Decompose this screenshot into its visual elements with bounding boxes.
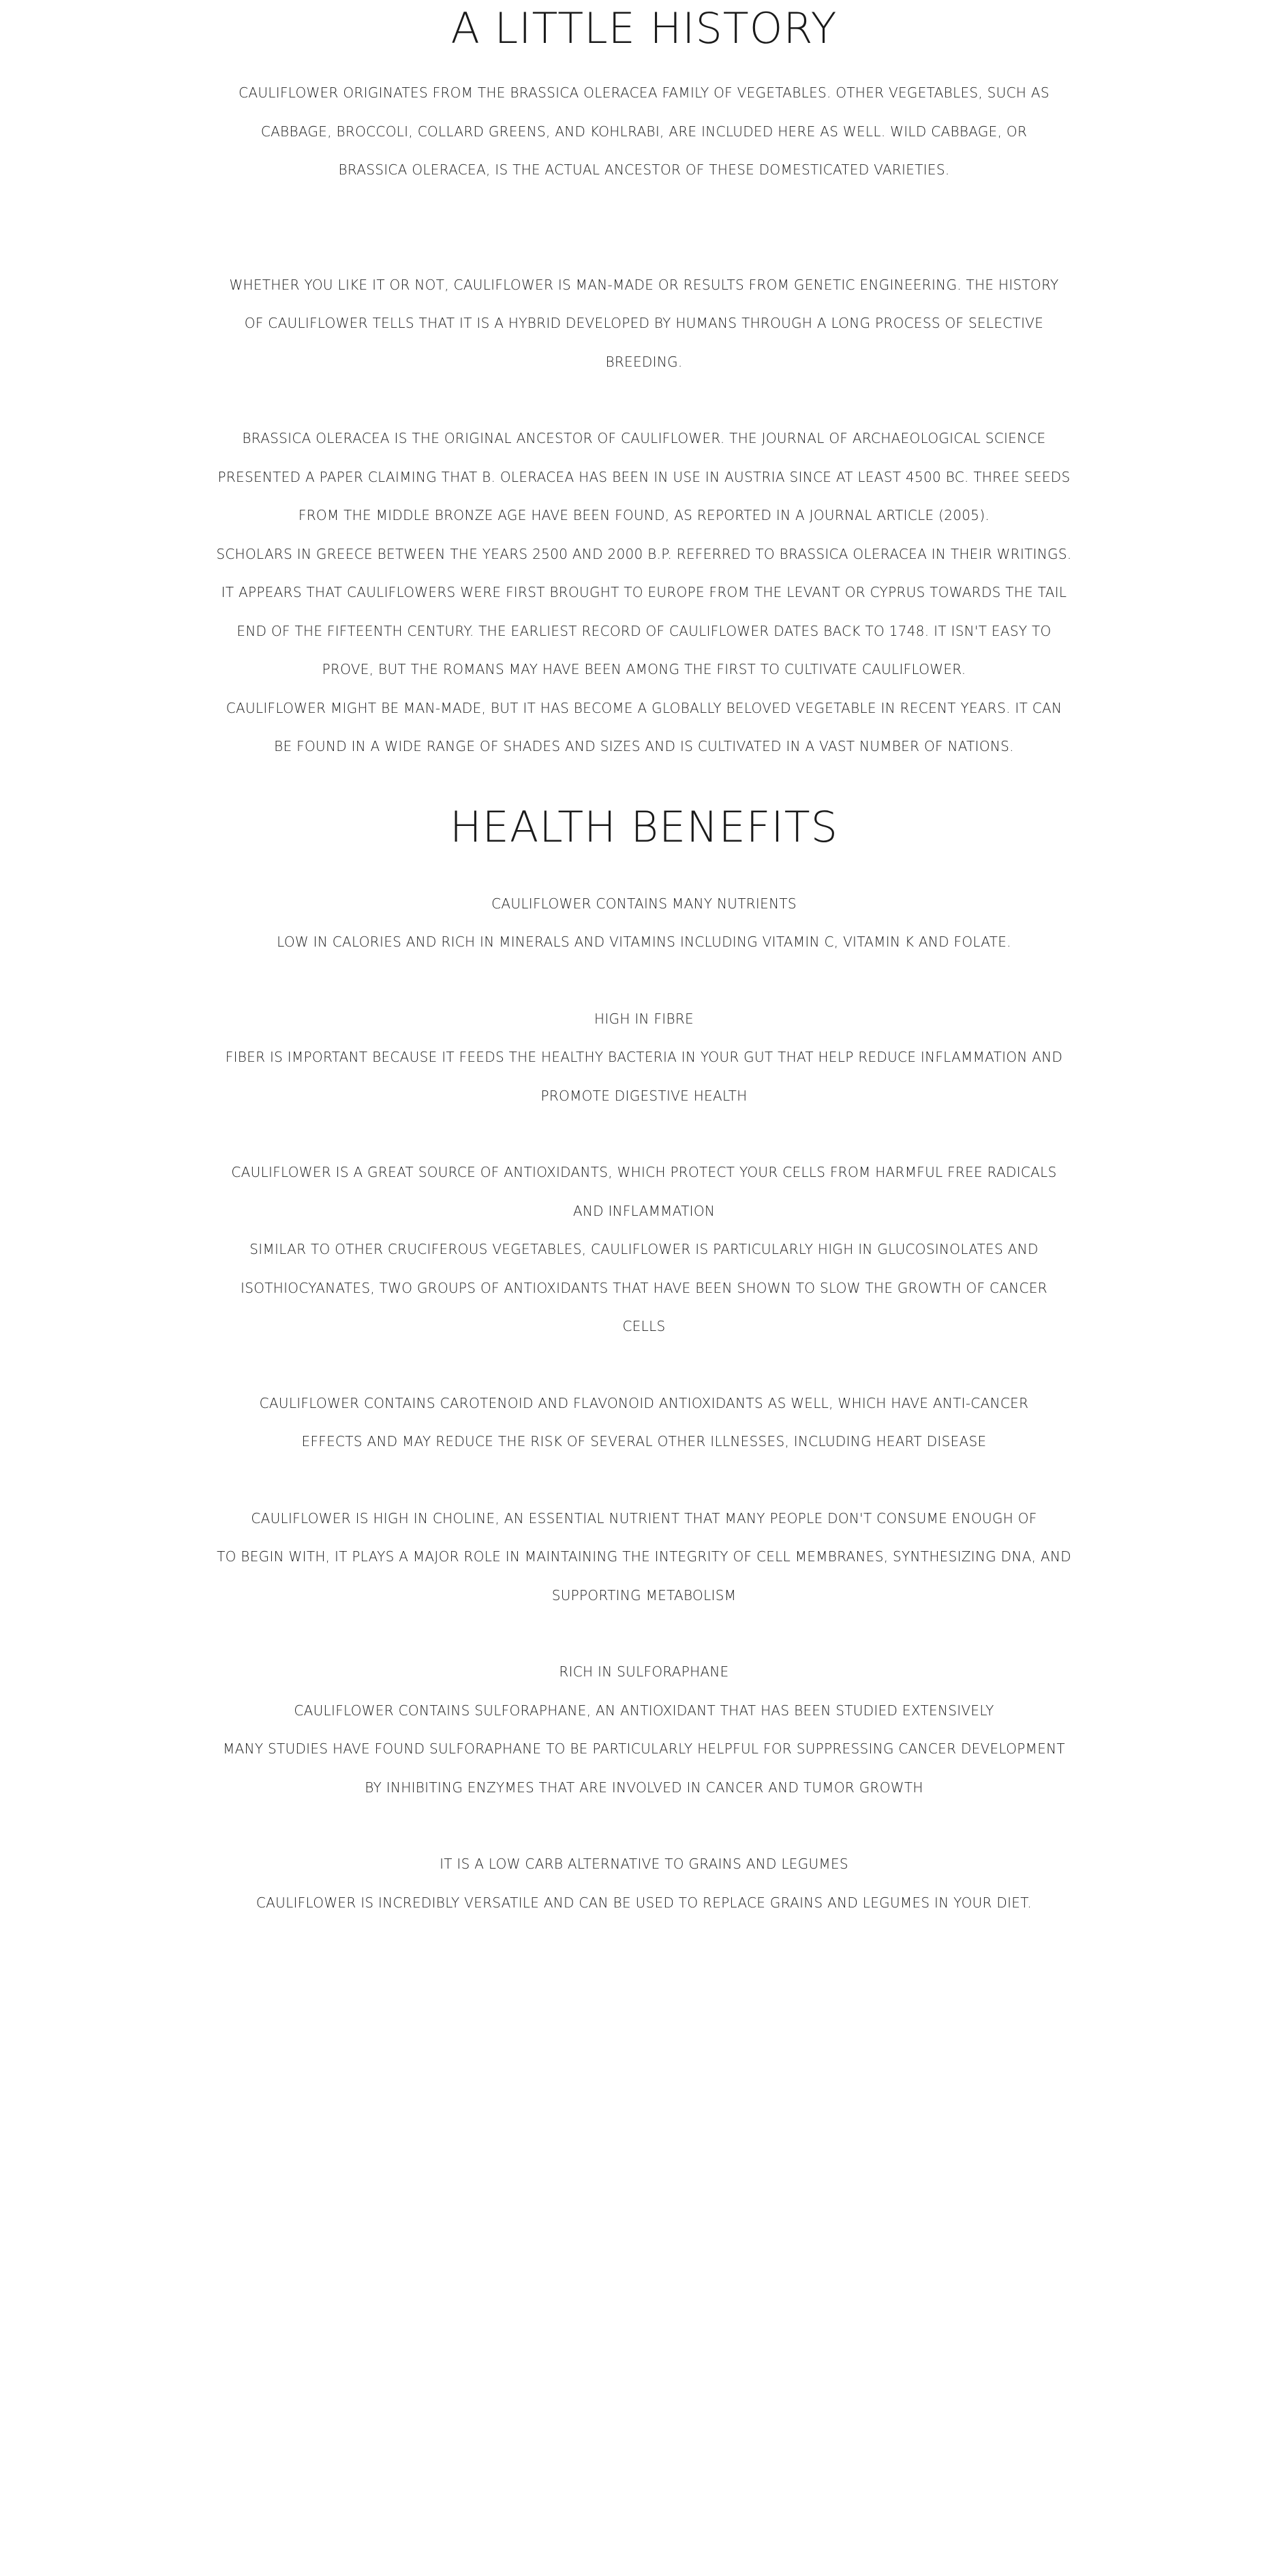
history-paragraph-origins xyxy=(0,74,1288,189)
text-line: PROVE, BUT THE ROMANS MAY HAVE BEEN AMONG THE FIRST TO CULTIVATE CAULIFLOWER. xyxy=(322,661,966,677)
text-line: CAULIFLOWER IS INCREDIBLY VERSATILE AND CAN BE USED TO REPLACE GRAINS AND LEGUMES IN YOUR DIET. xyxy=(256,1894,1032,1911)
benefit-carotenoid xyxy=(0,1384,1288,1461)
text-line: CAULIFLOWER IS A GREAT SOURCE OF ANTIOXIDANTS, WHICH PROTECT YOUR CELLS FROM HARMFUL FREE RADICALS xyxy=(231,1164,1057,1180)
text-line: MANY STUDIES HAVE FOUND SULFORAPHANE TO BE PARTICULARLY HELPFUL FOR SUPPRESSING CANCER DEVELOPMENT xyxy=(223,1741,1065,1757)
text-line: BRASSICA OLERACEA, IS THE ACTUAL ANCESTOR OF THESE DOMESTICATED VARIETIES. xyxy=(338,162,950,178)
text-line: TO BEGIN WITH, IT PLAYS A MAJOR ROLE IN MAINTAINING THE INTEGRITY OF CELL MEMBRANES, SYNTHESIZING DNA, AND xyxy=(217,1548,1071,1565)
history-title: A LITTLE HISTORY xyxy=(450,3,838,53)
benefit-sulforaphane xyxy=(0,1653,1288,1807)
text-line: CAULIFLOWER IS HIGH IN CHOLINE, AN ESSENTIAL NUTRIENT THAT MANY PEOPLE DON'T CONSUME ENOUGH OF xyxy=(251,1509,1037,1527)
benefit-antioxidants xyxy=(0,1153,1288,1346)
text-line: IT APPEARS THAT CAULIFLOWERS WERE FIRST BROUGHT TO EUROPE FROM THE LEVANT OR CYPRUS TOWARDS THE TAIL xyxy=(221,584,1067,600)
text-line: ISOTHIOCYANATES, TWO GROUPS OF ANTIOXIDANTS THAT HAVE BEEN SHOWN TO SLOW THE GROWTH OF CANCER xyxy=(241,1279,1047,1296)
benefit-choline xyxy=(0,1499,1288,1615)
text-line: PRESENTED A PAPER CLAIMING THAT B. OLERACEA HAS BEEN IN USE IN AUSTRIA SINCE AT LEAST 4500 BC. THREE SEEDS xyxy=(217,468,1071,485)
text-line: CAULIFLOWER CONTAINS SULFORAPHANE, AN ANTIOXIDANT THAT HAS BEEN STUDIED EXTENSIVELY xyxy=(294,1702,994,1719)
text-line: OF CAULIFLOWER TELLS THAT IT IS A HYBRID DEVELOPED BY HUMANS THROUGH A LONG PROCESS OF SELECTIVE xyxy=(244,315,1044,331)
health-benefits-title: HEALTH BENEFITS xyxy=(450,801,838,852)
benefit-heading: IT IS A LOW CARB ALTERNATIVE TO GRAINS AND LEGUMES xyxy=(440,1856,848,1872)
text-line: BRASSICA OLERACEA IS THE ORIGINAL ANCESTOR OF CAULIFLOWER. THE JOURNAL OF ARCHAEOLOGICAL SCIENCE xyxy=(242,430,1046,446)
text-line: CAULIFLOWER CONTAINS CAROTENOID AND FLAVONOID ANTIOXIDANTS AS WELL, WHICH HAVE ANTI-CANCER xyxy=(259,1394,1029,1411)
text-line: FROM THE MIDDLE BRONZE AGE HAVE BEEN FOUND, AS REPORTED IN A JOURNAL ARTICLE (2005). xyxy=(298,507,990,523)
text-line: CABBAGE, BROCCOLI, COLLARD GREENS, AND KOHLRABI, ARE INCLUDED HERE AS WELL. WILD CABBAGE, OR xyxy=(260,123,1028,140)
text-line: BY INHIBITING ENZYMES THAT ARE INVOLVED IN CANCER AND TUMOR GROWTH xyxy=(365,1779,923,1796)
benefit-heading: HIGH IN FIBRE xyxy=(594,1010,694,1027)
text-line: CELLS xyxy=(622,1318,666,1334)
text-line: CAULIFLOWER MIGHT BE MAN-MADE, BUT IT HAS BECOME A GLOBALLY BELOVED VEGETABLE IN RECENT YEARS. IT CAN xyxy=(226,699,1062,716)
benefit-heading: RICH IN SULFORAPHANE xyxy=(559,1663,729,1680)
text-line: SCHOLARS IN GREECE BETWEEN THE YEARS 2500 AND 2000 B.P. REFERRED TO BRASSICA OLERACEA IN THEIR WRITINGS. xyxy=(216,545,1072,562)
text-line: AND INFLAMMATION xyxy=(572,1202,716,1219)
history-paragraph-ancestor xyxy=(0,419,1288,766)
history-paragraph-man-made xyxy=(0,266,1288,382)
text-line: BREEDING. xyxy=(605,353,683,370)
benefit-fibre xyxy=(0,1000,1288,1116)
text-line: CAULIFLOWER ORIGINATES FROM THE BRASSICA OLERACEA FAMILY OF VEGETABLES. OTHER VEGETABLES, SUCH AS xyxy=(239,85,1049,101)
text-line: SUPPORTING METABOLISM xyxy=(551,1586,737,1604)
text-line: PROMOTE DIGESTIVE HEALTH xyxy=(540,1087,748,1104)
text-line: FIBER IS IMPORTANT BECAUSE IT FEEDS THE HEALTHY BACTERIA IN YOUR GUT THAT HELP REDUCE INFLAMMATION AND xyxy=(225,1049,1063,1065)
text-line: LOW IN CALORIES AND RICH IN MINERALS AND VITAMINS INCLUDING VITAMIN C, VITAMIN K AND FOLATE. xyxy=(277,934,1011,950)
text-line: END OF THE FIFTEENTH CENTURY. THE EARLIEST RECORD OF CAULIFLOWER DATES BACK TO 1748. IT ISN'T EASY TO xyxy=(236,622,1052,639)
benefit-heading: CAULIFLOWER CONTAINS MANY NUTRIENTS xyxy=(491,895,797,912)
text-line: EFFECTS AND MAY REDUCE THE RISK OF SEVERAL OTHER ILLNESSES, INCLUDING HEART DISEASE xyxy=(301,1433,987,1450)
benefit-low-carb xyxy=(0,1845,1288,1922)
benefit-nutrients xyxy=(0,885,1288,962)
text-line: WHETHER YOU LIKE IT OR NOT, CAULIFLOWER IS MAN-MADE OR RESULTS FROM GENETIC ENGINEERING. THE HISTORY xyxy=(229,276,1059,293)
text-line: SIMILAR TO OTHER CRUCIFEROUS VEGETABLES, CAULIFLOWER IS PARTICULARLY HIGH IN GLUCOSINOLATES AND xyxy=(249,1241,1039,1257)
text-line: BE FOUND IN A WIDE RANGE OF SHADES AND SIZES AND IS CULTIVATED IN A VAST NUMBER OF NATIONS. xyxy=(274,738,1014,754)
